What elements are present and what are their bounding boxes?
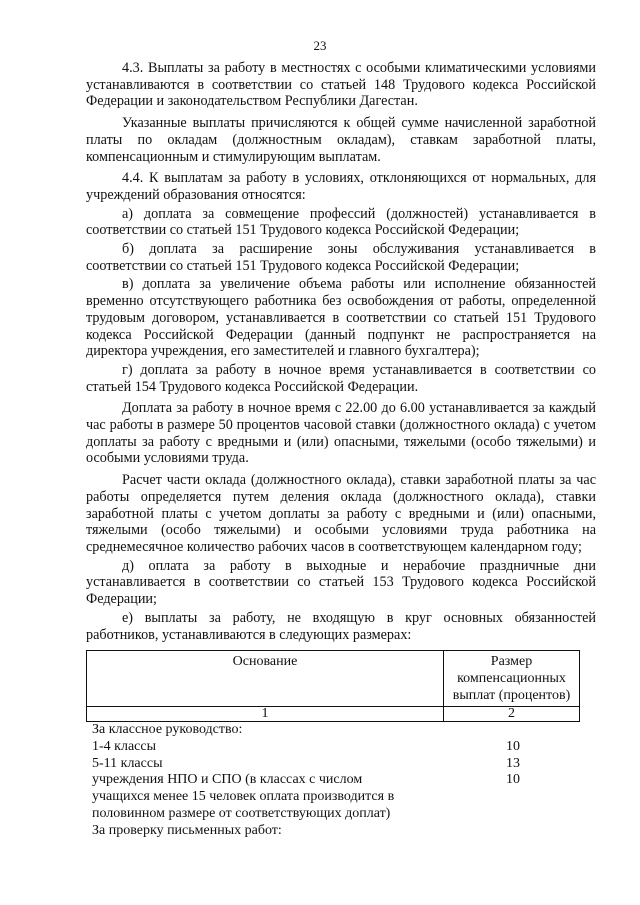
row-label: учреждения НПО и СПО (в классах с числом учащихся менее 15 человек оплата производится в половинном размере от соответствующих доплат) bbox=[92, 772, 395, 821]
row-label: 1-4 классы bbox=[92, 738, 156, 754]
header-size: Размер компенсационных выплат (процентов) bbox=[444, 651, 580, 707]
item-e: е) выплаты за работу, не входящую в круг основных обязанностей работников, устанавливаются в следующих размерах: bbox=[86, 609, 596, 643]
item-d: д) оплата за работу в выходные и нерабочие праздничные дни устанавливается в соответствии со статьей 153 Трудового кодекса Российской Федерации; bbox=[86, 557, 596, 608]
row-value bbox=[414, 823, 566, 840]
paragraph-night-pay: Доплата за работу в ночное время с 22.00 до 6.00 устанавливается за каждый час работы в размере 50 процентов часовой ставки (должностного оклада) с учетом доплаты за работу с вредными и (или) опасными, тяжелыми (особо тяжелыми) и особыми условиями труда. bbox=[86, 400, 596, 467]
item-b: б) доплата за расширение зоны обслуживания устанавливается в соответствии со статьей 151 Трудового кодекса Российской Федерации; bbox=[86, 241, 596, 274]
header-basis: Основание bbox=[87, 651, 444, 707]
table-row bbox=[92, 772, 572, 822]
table-header-row bbox=[87, 651, 580, 707]
row-value: 10 bbox=[506, 738, 520, 754]
compensation-rows bbox=[92, 722, 572, 840]
row-label: 5-11 классы bbox=[92, 755, 163, 771]
compensation-table bbox=[86, 650, 580, 722]
row-value bbox=[414, 722, 566, 739]
table-row bbox=[92, 739, 572, 756]
column-number-2: 2 bbox=[444, 707, 580, 722]
paragraph-hourly-calc: Расчет части оклада (должностного оклада), ставки заработной платы за час работы определяется путем деления оклада (должностного оклада), ставки заработной платы с учетом доплаты за работу с вредными и (или) опасными, тяжелыми (особо тяжелыми) и особыми условиями труда работника на среднемесячное количество рабочих часов в соответствующем календарном году; bbox=[86, 472, 596, 555]
table-number-row bbox=[87, 707, 580, 722]
item-a: а) доплата за совмещение профессий (должностей) устанавливается в соответствии со статьей 151 Трудового кодекса Российской Федерации; bbox=[86, 205, 596, 239]
page-number: 23 bbox=[313, 38, 327, 53]
row-label: За классное руководство: bbox=[92, 722, 243, 737]
table-row bbox=[92, 823, 572, 840]
document-body bbox=[86, 60, 596, 645]
table-row bbox=[92, 756, 572, 773]
item-g: г) доплата за работу в ночное время устанавливается в соответствии со статьей 154 Трудового кодекса Российской Федерации. bbox=[86, 361, 596, 395]
paragraph-4-3: 4.3. Выплаты за работу в местностях с особыми климатическими условиями устанавливаются в соответствии со статьей 148 Трудового кодекса Российской Федерации и законодательством Республики Дагестан. bbox=[86, 60, 596, 110]
row-value: 10 bbox=[506, 772, 520, 788]
row-value: 13 bbox=[506, 755, 520, 771]
paragraph-payments-note: Указанные выплаты причисляются к общей сумме начисленной заработной платы по окладам (должностным окладам), ставкам заработной платы, компенсационным и стимулирующим выплатам. bbox=[86, 115, 596, 165]
row-label: За проверку письменных работ: bbox=[92, 822, 282, 838]
column-number-1: 1 bbox=[87, 707, 444, 722]
item-v: в) доплата за увеличение объема работы или исполнение обязанностей временно отсутствующего работника без освобождения от работы, определенной трудовым договором, устанавливается в соответствии со статьей 151 Трудового кодекса Российской Федерации (данный подпункт не распространяется на директора учреждения, его заместителей и главного бухгалтера); bbox=[86, 276, 596, 360]
table-row bbox=[92, 722, 572, 739]
paragraph-4-4: 4.4. К выплатам за работу в условиях, отклоняющихся от нормальных, для учреждений образования относятся: bbox=[86, 170, 596, 203]
